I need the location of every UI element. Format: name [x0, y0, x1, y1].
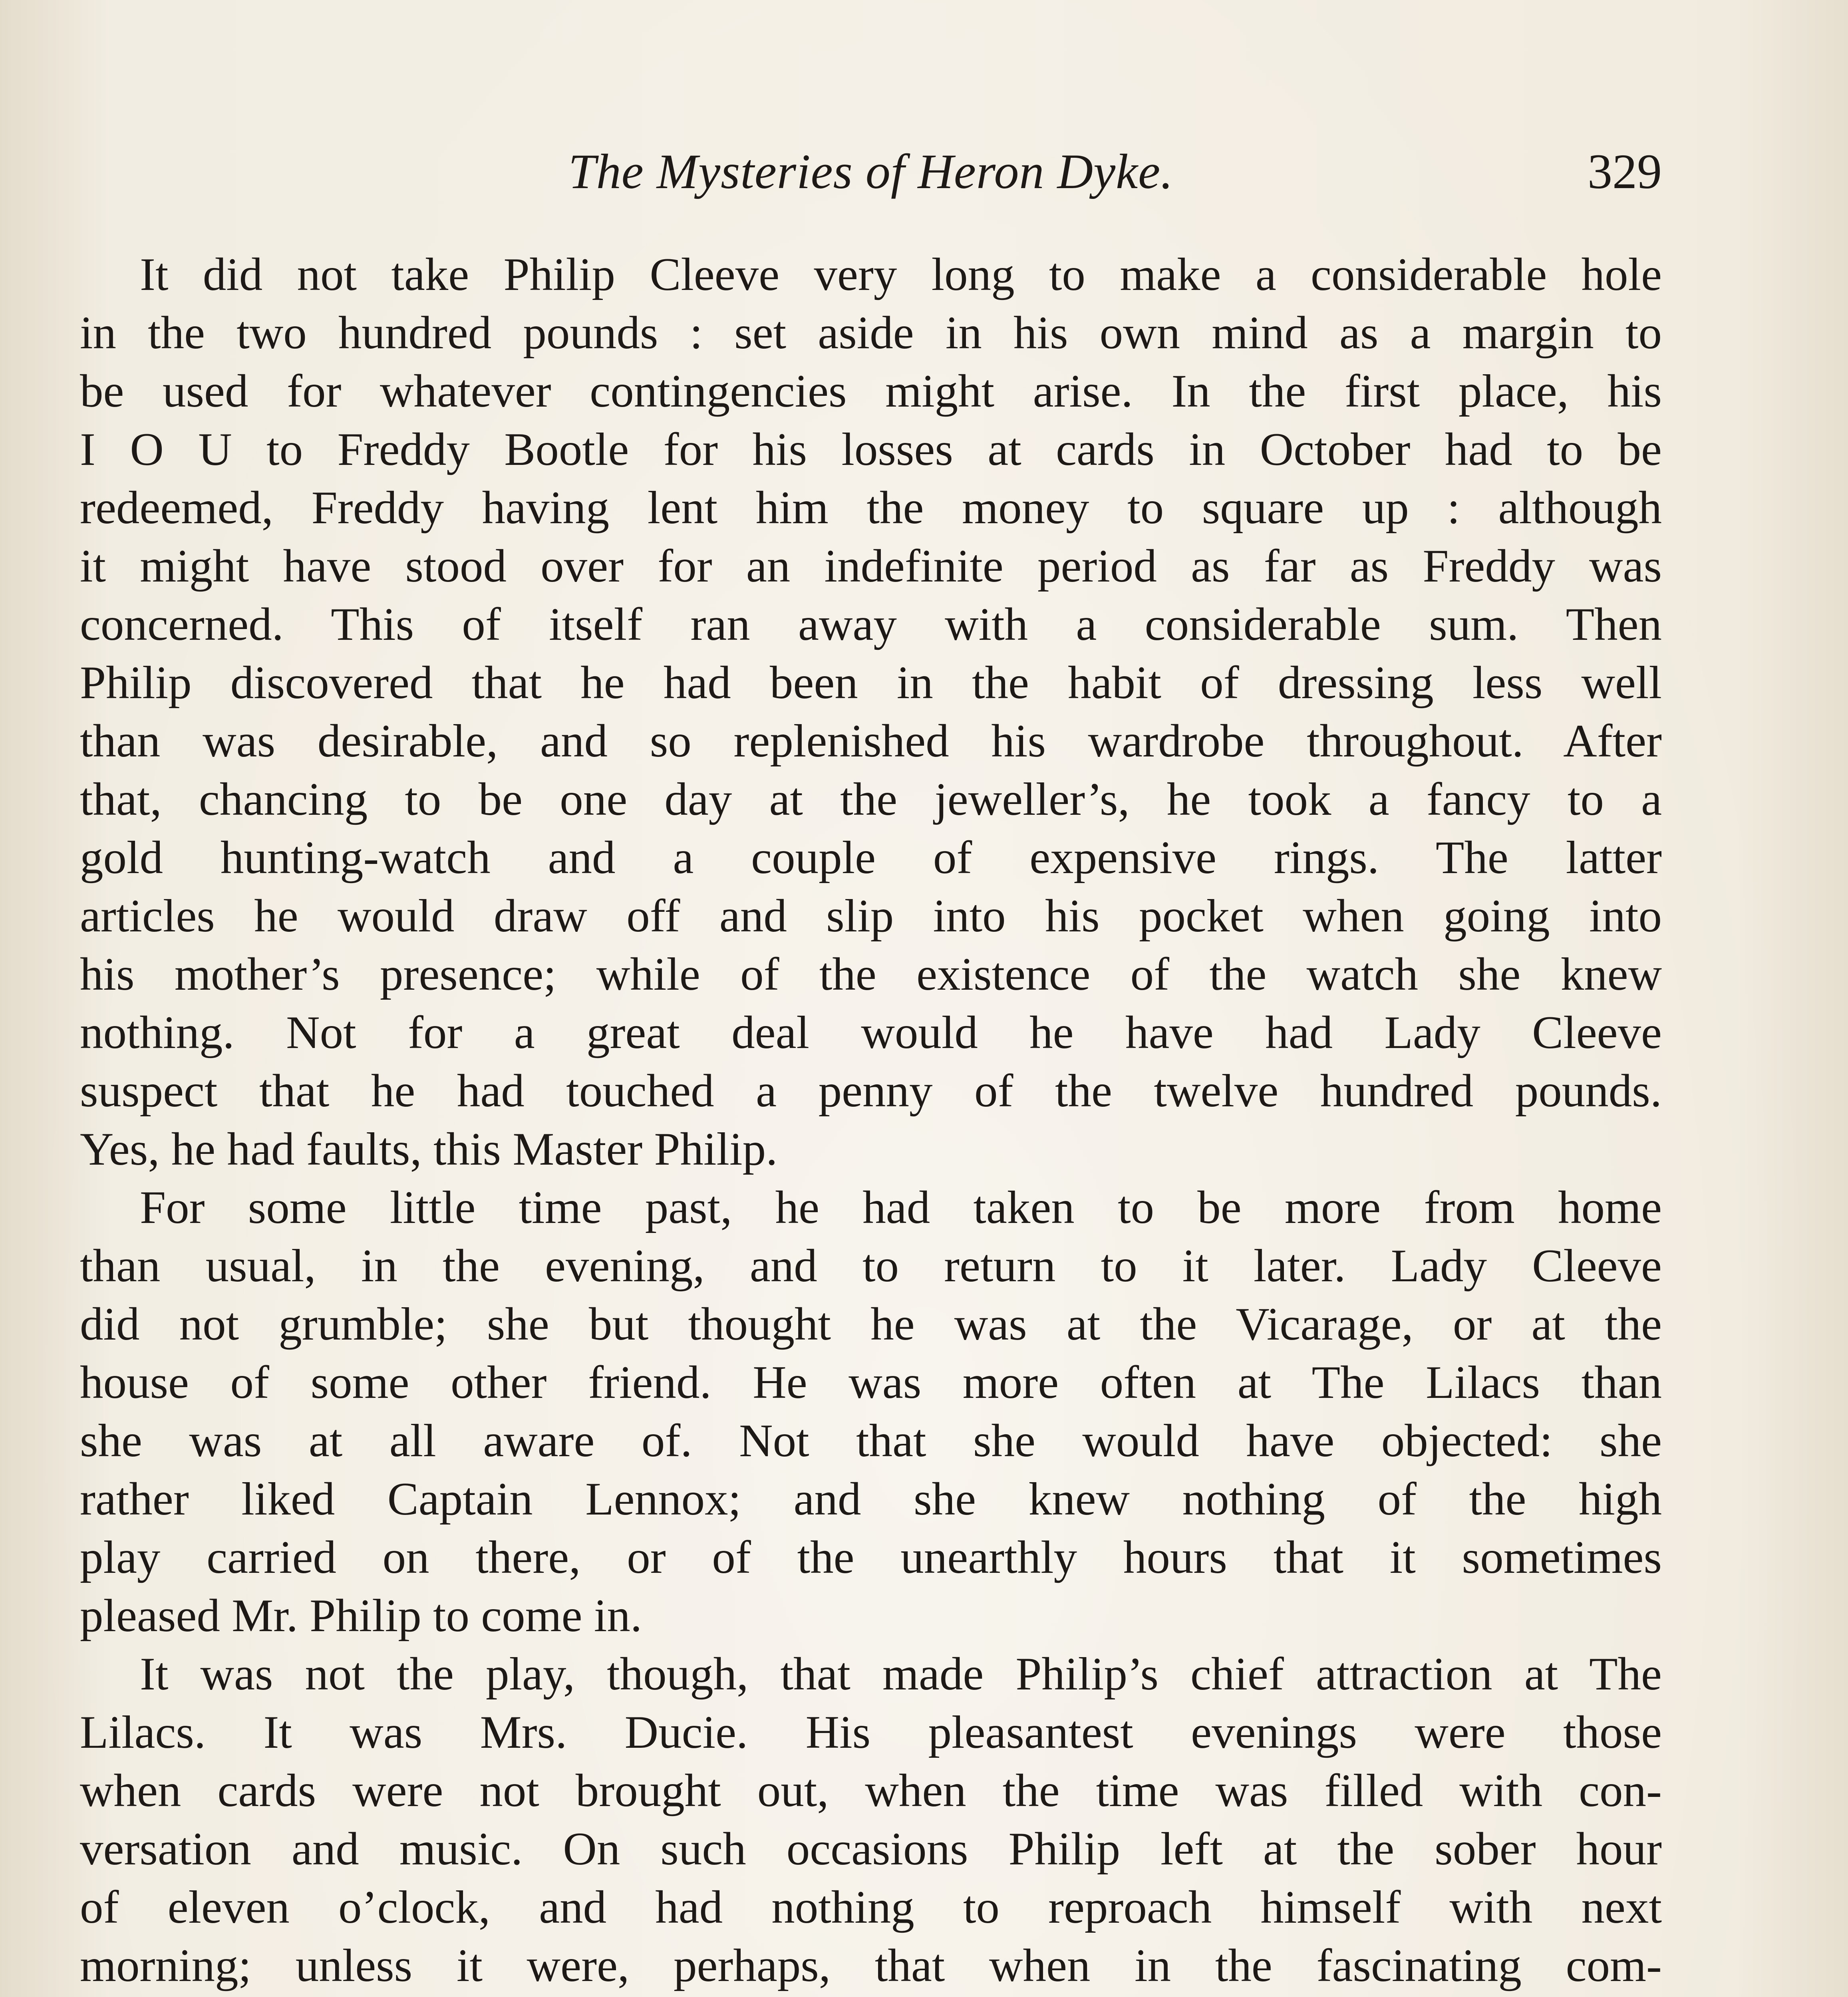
text-line: It was not the play, though, that made Philip’s chief attraction at The — [140, 1648, 1662, 1700]
text-line: Lilacs. It was Mrs. Ducie. His pleasantest evenings were those — [80, 1707, 1662, 1758]
text-line: it might have stood over for an indefinite period as far as Freddy was — [80, 540, 1662, 592]
text-line: his mother’s presence; while of the existence of the watch she knew — [80, 949, 1662, 1000]
text-line: concerned. This of itself ran away with a considerable sum. Then — [80, 599, 1662, 650]
body-text — [80, 246, 1662, 1997]
text-line: of eleven o’clock, and had nothing to reproach himself with next — [80, 1882, 1662, 1933]
text-line: than was desirable, and so replenished his wardrobe throughout. After — [80, 715, 1662, 767]
text-line: play carried on there, or of the unearthly hours that it sometimes — [80, 1532, 1662, 1583]
text-line: nothing. Not for a great deal would he have had Lady Cleeve — [80, 1007, 1662, 1058]
text-line: versation and music. On such occasions Philip left at the sober hour — [80, 1823, 1662, 1875]
text-line: be used for whatever contingencies might arise. In the first place, his — [80, 365, 1662, 417]
page-header — [80, 132, 1662, 212]
text-line: morning; unless it were, perhaps, that when in the fascinating com- — [80, 1940, 1662, 1991]
text-line: she was at all aware of. Not that she would have objected: she — [80, 1415, 1662, 1467]
text-line: suspect that he had touched a penny of the twelve hundred pounds. — [80, 1065, 1662, 1117]
text-line: house of some other friend. He was more often at The Lilacs than — [80, 1357, 1662, 1408]
text-line: articles he would draw off and slip into his pocket when going into — [80, 890, 1662, 942]
running-title: The Mysteries of Heron Dyke. — [568, 144, 1174, 199]
text-line: did not grumble; she but thought he was at the Vicarage, or at the — [80, 1298, 1662, 1350]
text-line — [80, 1995, 1662, 1997]
text-line: gold hunting-watch and a couple of expensive rings. The latter — [80, 832, 1662, 883]
text-line: It did not take Philip Cleeve very long to make a considerable hole — [140, 249, 1662, 300]
text-line: than usual, in the evening, and to return to it later. Lady Cleeve — [80, 1240, 1662, 1292]
text-line: redeemed, Freddy having lent him the money to square up : although — [80, 482, 1662, 534]
text-line: Yes, he had faults, this Master Philip. — [80, 1124, 778, 1175]
text-line: in the two hundred pounds : set aside in his own mind as a margin to — [80, 307, 1662, 359]
text-line: pleased Mr. Philip to come in. — [80, 1590, 642, 1642]
text-line: Philip discovered that he had been in the habit of dressing less well — [80, 657, 1662, 709]
text-line: For some little time past, he had taken to be more from home — [140, 1182, 1662, 1233]
page-number: 329 — [1588, 144, 1662, 199]
text-line: I O U to Freddy Bootle for his losses at cards in October had to be — [80, 424, 1662, 475]
text-line: rather liked Captain Lennox; and she knew nothing of the high — [80, 1473, 1662, 1525]
text-line: that, chancing to be one day at the jeweller’s, he took a fancy to a — [80, 774, 1662, 825]
text-line: when cards were not brought out, when the time was filled with con- — [80, 1765, 1662, 1816]
